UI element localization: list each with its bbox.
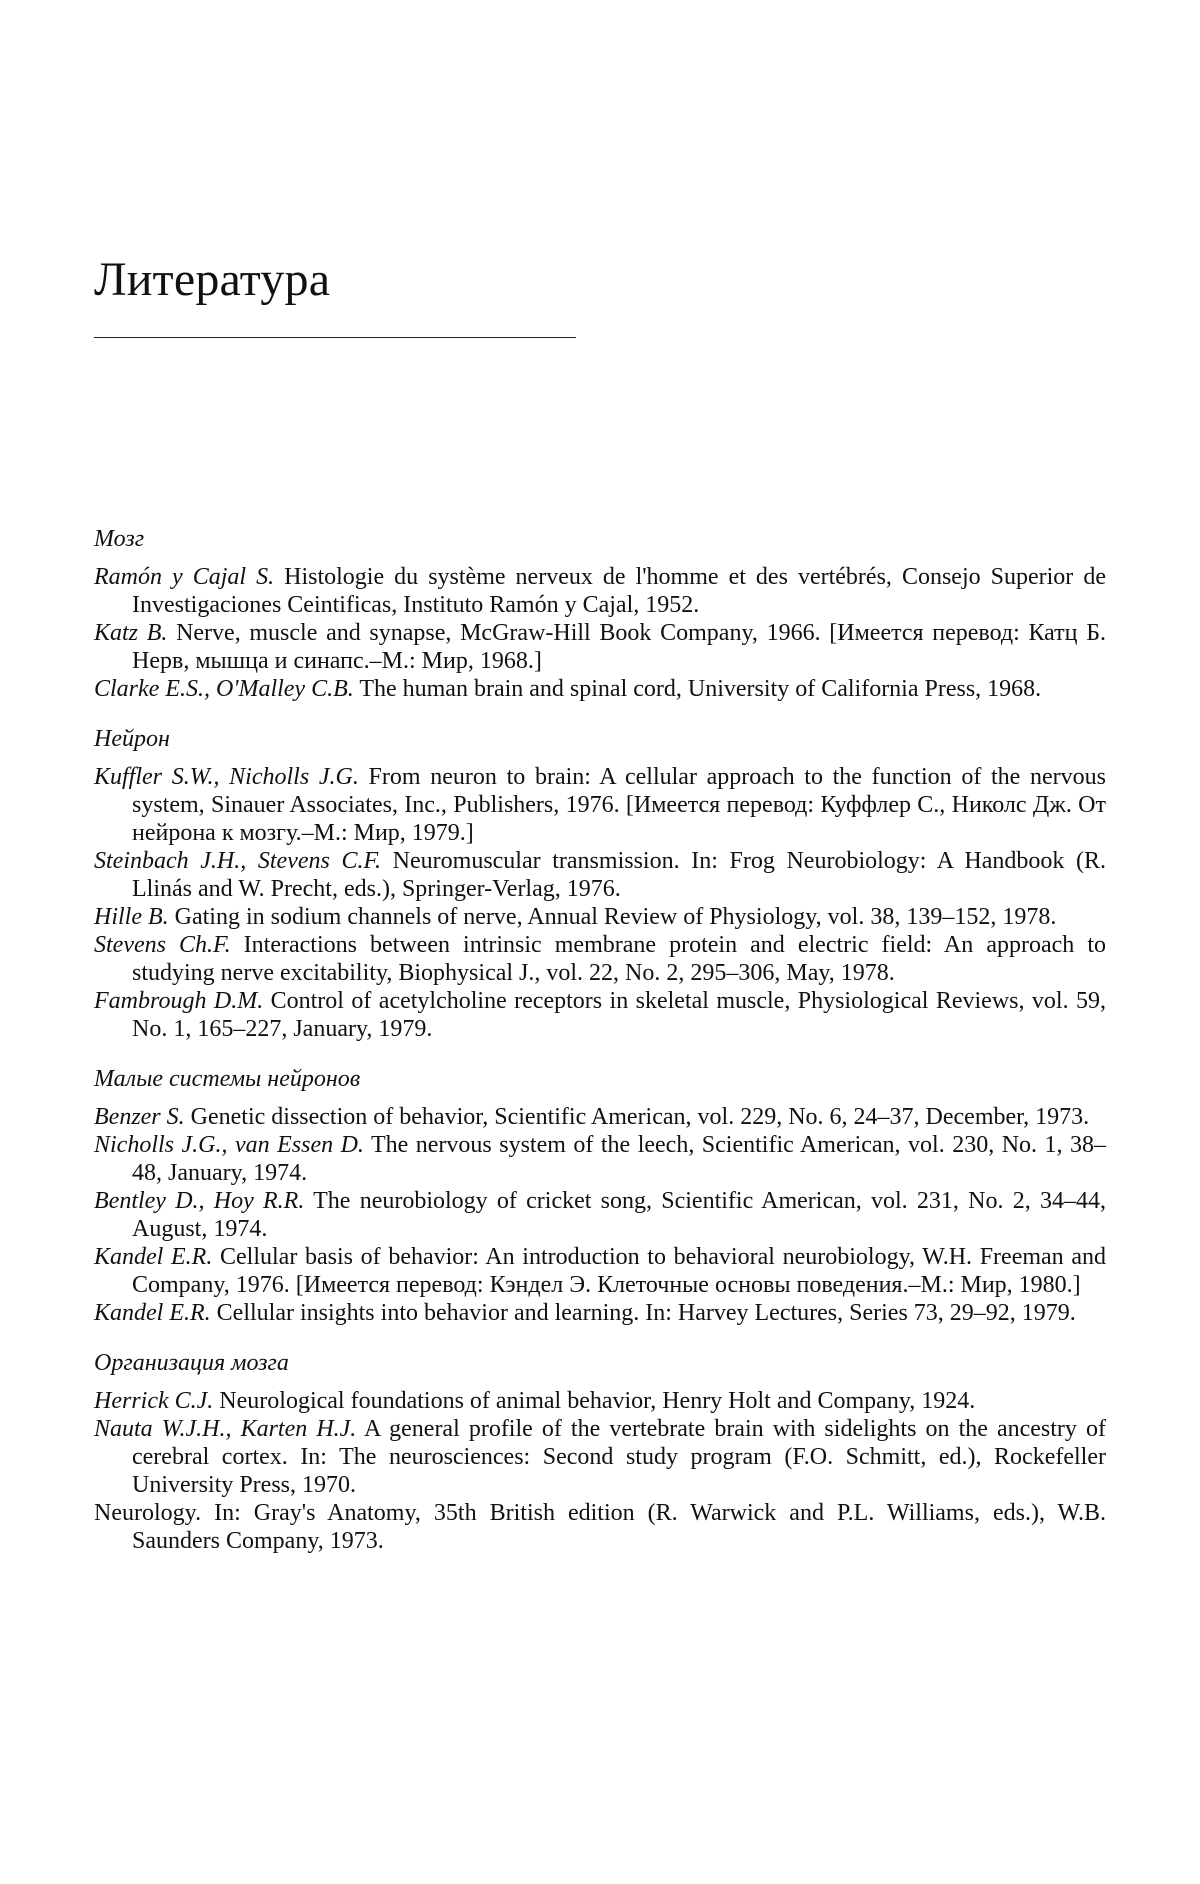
reference-item xyxy=(94,847,1106,903)
reference-list xyxy=(94,1387,1106,1555)
reference-item xyxy=(94,1387,1106,1415)
reference-author: Kandel E.R. xyxy=(94,1244,213,1270)
reference-item xyxy=(94,1299,1106,1327)
reference-author: Ramón y Cajal S. xyxy=(94,564,275,590)
reference-author: Steinbach J.H., Stevens C.F. xyxy=(94,848,382,874)
reference-text: Cellular insights into behavior and learning. In: Harvey Lectures, Series 73, 29–92, 1979. xyxy=(210,1300,1076,1326)
reference-item xyxy=(94,1187,1106,1243)
page-title: Литература xyxy=(94,253,331,306)
reference-item xyxy=(94,903,1106,931)
reference-author: Kuffler S.W., Nicholls J.G. xyxy=(94,764,359,790)
reference-item xyxy=(94,619,1106,675)
section-heading: Нейрон xyxy=(94,726,170,752)
reference-item xyxy=(94,1415,1106,1499)
section-neuron xyxy=(94,725,1106,1043)
reference-text: Neurology. In: Gray's Anatomy, 35th British edition (R. Warwick and P.L. Williams, eds.), W.B. Saunders Company, 1973. xyxy=(94,1500,1106,1554)
reference-text: Neurological foundations of animal behavior, Henry Holt and Company, 1924. xyxy=(213,1388,976,1414)
reference-item xyxy=(94,987,1106,1043)
section-heading: Мозг xyxy=(94,526,145,552)
references xyxy=(94,525,1106,1555)
reference-author: Clarke E.S., O'Malley C.B. xyxy=(94,676,354,702)
reference-item xyxy=(94,931,1106,987)
reference-author: Bentley D., Hoy R.R. xyxy=(94,1188,305,1214)
reference-item xyxy=(94,1243,1106,1299)
reference-author: Hille B. xyxy=(94,904,169,930)
reference-text: Interactions between intrinsic membrane protein and electric field: An approach to studying nerve excitability, Biophysical J., vol. 22, No. 2, 295–306, May, 1978. xyxy=(132,932,1106,986)
section-brain-organization xyxy=(94,1349,1106,1555)
reference-item xyxy=(94,763,1106,847)
section-brain xyxy=(94,525,1106,703)
section-heading: Малые системы нейронов xyxy=(94,1066,361,1092)
reference-text: Genetic dissection of behavior, Scientific American, vol. 229, No. 6, 24–37, December, 1973. xyxy=(184,1104,1090,1130)
section-heading: Организация мозга xyxy=(94,1350,289,1376)
reference-text: A general profile of the vertebrate brain with sidelights on the ancestry of cerebral cortex. In: The neurosciences: Second study program (F.O. Schmitt, ed.), Rockefeller University Press, 1970. xyxy=(132,1416,1106,1498)
reference-list xyxy=(94,763,1106,1043)
reference-author: Stevens Ch.F. xyxy=(94,932,231,958)
reference-author: Fambrough D.M. xyxy=(94,988,264,1014)
reference-text: Cellular basis of behavior: An introduction to behavioral neurobiology, W.H. Freeman and Company, 1976. [Имеется перевод: Кэндел Э. Клеточные основы поведения.–М.: Мир, 1980.] xyxy=(132,1244,1106,1298)
reference-author: Benzer S. xyxy=(94,1104,185,1130)
title-rule xyxy=(94,337,576,338)
reference-text: Control of acetylcholine receptors in skeletal muscle, Physiological Reviews, vol. 59, No. 1, 165–227, January, 1979. xyxy=(132,988,1107,1042)
reference-item xyxy=(94,1131,1106,1187)
section-small-systems xyxy=(94,1065,1106,1327)
reference-item xyxy=(94,1103,1106,1131)
reference-list xyxy=(94,1103,1106,1327)
reference-text: Gating in sodium channels of nerve, Annual Review of Physiology, vol. 38, 139–152, 1978. xyxy=(168,904,1057,930)
reference-text: From neuron to brain: A cellular approach to the function of the nervous system, Sinauer Associates, Inc., Publishers, 1976. [Имеется перевод: Куффлер С., Николс Дж. От нейрона к мозгу.–М.: Мир, 1979.] xyxy=(132,764,1106,846)
reference-author: Herrick C.J. xyxy=(94,1388,214,1414)
reference-author: Katz B. xyxy=(94,620,168,646)
reference-author: Nicholls J.G., van Essen D. xyxy=(94,1132,364,1158)
reference-item xyxy=(94,563,1106,619)
reference-text: The neurobiology of cricket song, Scientific American, vol. 231, No. 2, 34–44, August, 1974. xyxy=(132,1188,1106,1242)
reference-author: Nauta W.J.H., Karten H.J. xyxy=(94,1416,357,1442)
reference-text: The nervous system of the leech, Scientific American, vol. 230, No. 1, 38–48, January, 1974. xyxy=(132,1132,1106,1186)
reference-list xyxy=(94,563,1106,703)
reference-text: Neuromuscular transmission. In: Frog Neurobiology: A Handbook (R. Llinás and W. Precht, eds.), Springer-Verlag, 1976. xyxy=(132,848,1106,902)
reference-text: The human brain and spinal cord, University of California Press, 1968. xyxy=(353,676,1042,702)
reference-item xyxy=(94,1499,1106,1555)
reference-item xyxy=(94,675,1106,703)
reference-author: Kandel E.R. xyxy=(94,1300,211,1326)
reference-text: Nerve, muscle and synapse, McGraw-Hill Book Company, 1966. [Имеется перевод: Катц Б. Нерв, мышца и синапс.–М.: Мир, 1968.] xyxy=(132,620,1106,674)
reference-text: Histologie du système nerveux de l'homme et des vertébrés, Consejo Superior de Investigaciones Ceintificas, Instituto Ramón y Cajal, 1952. xyxy=(132,564,1106,618)
